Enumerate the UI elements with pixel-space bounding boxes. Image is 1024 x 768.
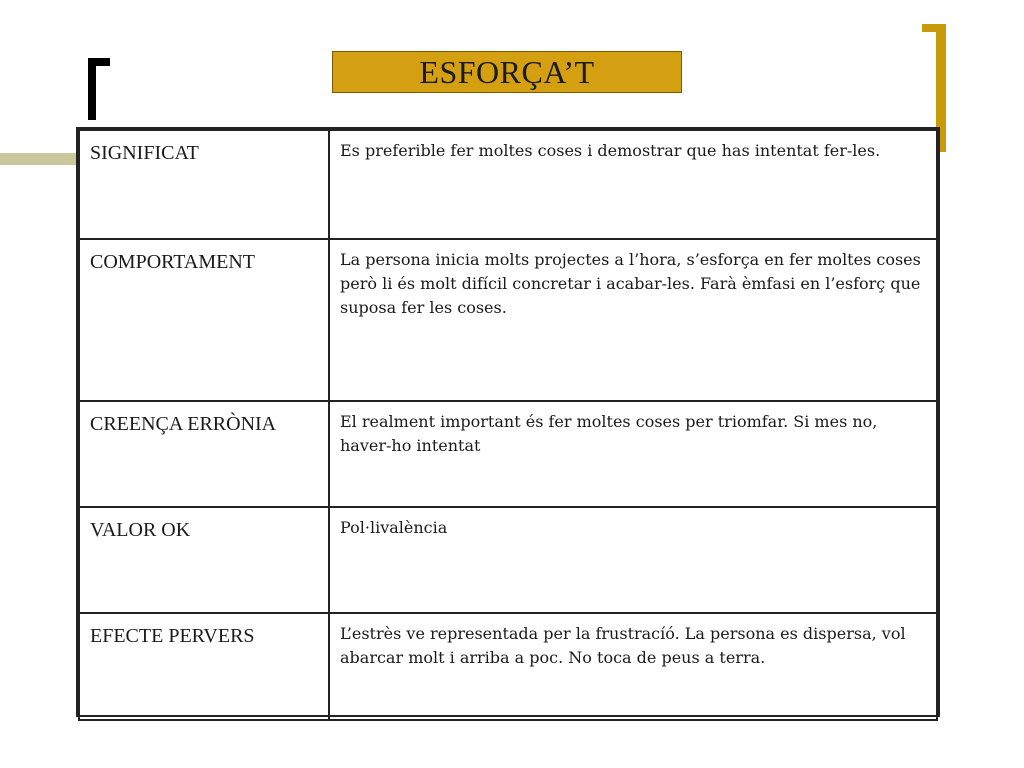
table-row-significat	[79, 130, 937, 239]
row-label: VALOR OK	[79, 507, 329, 613]
definition-table-grid	[78, 129, 938, 721]
slide-title: ESFORÇA’T	[419, 53, 595, 90]
row-description: El realment important és fer moltes coses per triomfar. Si mes no, haver-ho intentat	[329, 401, 937, 507]
table-row-creenca-erronia	[79, 401, 937, 507]
accent-bar-decoration	[0, 153, 78, 165]
title-box	[332, 51, 682, 93]
row-label: SIGNIFICAT	[79, 130, 329, 239]
right-bracket-top-decoration	[922, 24, 946, 32]
row-description: L’estrès ve representada per la frustracíó. La persona es dispersa, vol abarcar molt i arriba a poc. No toca de peus a terra.	[329, 613, 937, 720]
row-description: La persona inicia molts projectes a l’hora, s’esforça en fer moltes coses però li és molt difícil concretar i acabar-les. Farà èmfasi en l’esforç que suposa fer les coses.	[329, 239, 937, 401]
row-description: Pol·livalència	[329, 507, 937, 613]
row-label: COMPORTAMENT	[79, 239, 329, 401]
table-row-efecte-pervers	[79, 613, 937, 720]
row-label: CREENÇA ERRÒNIA	[79, 401, 329, 507]
row-description: Es preferible fer moltes coses i demostrar que has intentat fer-les.	[329, 130, 937, 239]
left-bracket-top-decoration	[88, 58, 110, 66]
table-row-valor-ok	[79, 507, 937, 613]
row-label: EFECTE PERVERS	[79, 613, 329, 720]
definition-table	[76, 127, 940, 717]
table-row-comportament	[79, 239, 937, 401]
left-bracket-decoration	[88, 58, 96, 120]
